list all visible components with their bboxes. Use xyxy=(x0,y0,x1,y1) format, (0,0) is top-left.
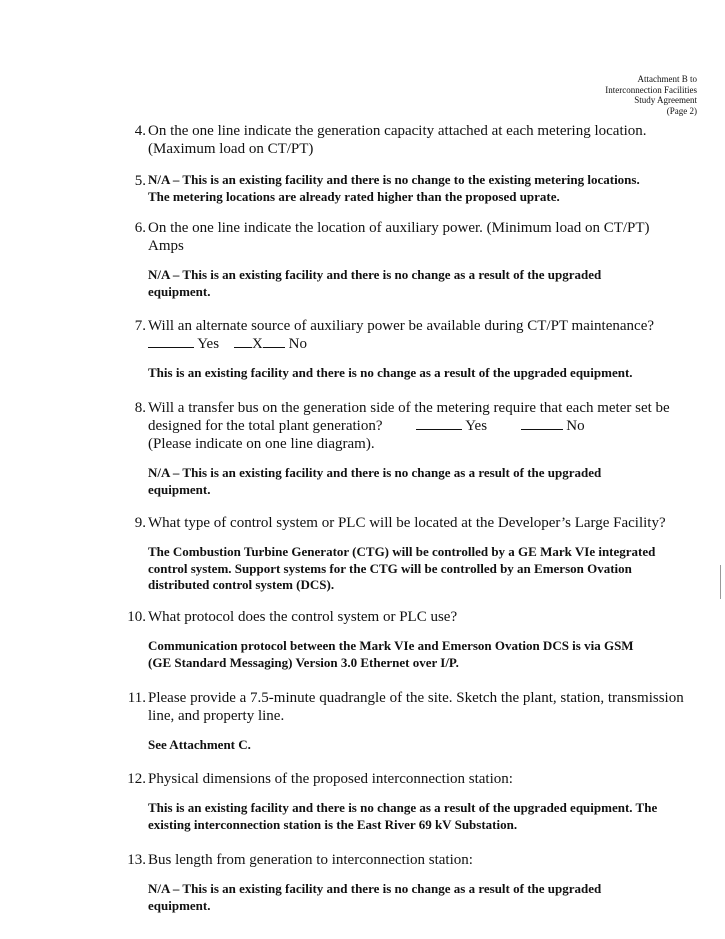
answer-text: This is an existing facility and there is no change as a result of the upgraded equipment. The existing interconnection station is the East River 69 kV Substation. xyxy=(148,800,658,832)
question-9 xyxy=(124,514,695,594)
question-text: Will a transfer bus on the generation side of the metering require that each meter set be designed for the total plant generation? Yes No (Please indicate on one line diagram). xyxy=(148,400,670,452)
no-check-mark: X xyxy=(252,336,263,352)
answer-text: Communication protocol between the Mark VIe and Emerson Ovation DCS is via GSM (GE Standard Messaging) Version 3.0 Ethernet over I/P. xyxy=(148,638,634,670)
answer-text: See Attachment C. xyxy=(148,737,251,752)
question-number: 10. xyxy=(127,609,146,625)
header-line: Study Agreement xyxy=(634,95,697,105)
question-text: On the one line indicate the generation capacity attached at each metering location. (Maximum load on CT/PT) xyxy=(148,123,647,157)
question-5 xyxy=(124,172,695,205)
yes-no-row xyxy=(148,335,695,353)
scan-edge-mark xyxy=(720,565,721,599)
question-6 xyxy=(124,219,695,300)
no-blank xyxy=(521,417,563,430)
question-number: 5. xyxy=(134,173,146,189)
question-text: What protocol does the control system or PLC use? xyxy=(148,609,458,625)
question-number: 12. xyxy=(127,771,146,787)
attachment-header xyxy=(605,74,697,116)
answer-text: N/A – This is an existing facility and there is no change as a result of the upgraded equipment. xyxy=(148,465,602,497)
header-line: Interconnection Facilities xyxy=(605,84,697,95)
question-text: On the one line indicate the location of auxiliary power. (Minimum load on CT/PT) Amps xyxy=(148,220,650,254)
question-text: Physical dimensions of the proposed interconnection station: xyxy=(148,771,513,787)
question-4 xyxy=(124,122,695,158)
question-text: What type of control system or PLC will be located at the Developer’s Large Facility? xyxy=(148,515,666,531)
yes-label: Yes xyxy=(197,336,220,352)
answer-text: This is an existing facility and there is no change as a result of the upgraded equipment. xyxy=(148,365,633,380)
answer-text: N/A – This is an existing facility and there is no change as a result of the upgraded equipment. xyxy=(148,267,602,299)
no-label: No xyxy=(288,336,307,352)
answer-text: N/A – This is an existing facility and there is no change to the existing metering locations. The metering locations are already rated higher than the proposed uprate. xyxy=(148,172,640,204)
question-number: 8. xyxy=(134,400,146,416)
question-number: 7. xyxy=(134,318,146,334)
question-number: 9. xyxy=(134,515,146,531)
question-number: 4. xyxy=(134,123,146,139)
question-number: 13. xyxy=(127,852,146,868)
yes-blank xyxy=(148,335,194,348)
question-8 xyxy=(124,399,695,498)
question-12 xyxy=(124,770,695,833)
question-text: Will an alternate source of auxiliary power be available during CT/PT maintenance? Yes X No xyxy=(148,317,695,353)
header-line: Attachment B to xyxy=(637,74,697,84)
question-number: 11. xyxy=(127,690,146,706)
question-13 xyxy=(124,851,695,914)
question-number: 6. xyxy=(134,220,146,236)
question-10 xyxy=(124,608,695,671)
question-11 xyxy=(124,689,695,754)
header-line: (Page 2) xyxy=(666,105,697,116)
question-7 xyxy=(124,317,695,382)
no-blank-right xyxy=(263,335,285,348)
question-text: Bus length from generation to interconnection station: xyxy=(148,852,473,868)
answer-text: N/A – This is an existing facility and there is no change as a result of the upgraded equipment. xyxy=(148,881,602,913)
answer-text: The Combustion Turbine Generator (CTG) will be controlled by a GE Mark VIe integrated control system. Support systems for the CTG will be controlled by an Emerson Ovation distributed control system (DCS). xyxy=(148,544,656,592)
yes-blank xyxy=(416,417,462,430)
no-label: No xyxy=(566,418,585,434)
no-blank-left xyxy=(234,335,252,348)
question-text: Please provide a 7.5-minute quadrangle of the site. Sketch the plant, station, transmission line, and property line. xyxy=(148,690,684,724)
yes-label: Yes xyxy=(465,418,488,434)
